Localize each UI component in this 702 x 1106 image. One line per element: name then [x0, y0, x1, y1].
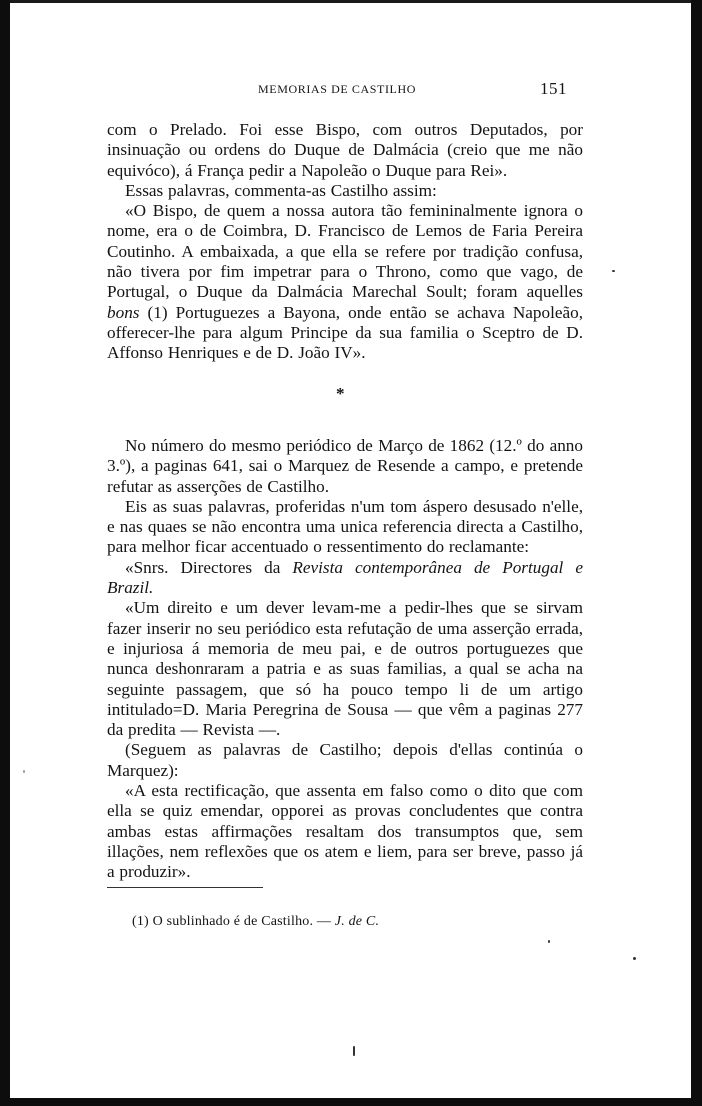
- emphasized-word: bons: [107, 302, 140, 322]
- paragraph-text: «Snrs. Directores da: [125, 557, 293, 577]
- paragraph-quote-bispo: [107, 201, 583, 363]
- running-title: MEMORIAS DE CASTILHO: [258, 82, 417, 96]
- scan-edge-right: [691, 0, 702, 1106]
- footnote-rule: [107, 887, 263, 888]
- text-section-1: [107, 120, 583, 364]
- scan-speck: [548, 940, 550, 943]
- running-head: [0, 79, 702, 101]
- scan-speck: [353, 1046, 355, 1056]
- section-separator: *: [336, 384, 345, 403]
- scan-speck: [633, 957, 636, 960]
- paragraph: «Um direito e um dever levam-me a pedir-lhes que se sirvam fazer inserir no seu periódico esta refutação de uma asserção errada, e injuriosa á memoria de meu pai, e de outros portuguezes que nunca deshonraram a patria e as suas familias, a qual se acha na seguinte passagem, que só ha pouco tempo li de um artigo intitulado=D. Maria Peregrina de Sousa — que vêm a paginas 277 da predita — Revista —.: [107, 598, 583, 740]
- paragraph: «A esta rectificação, que assenta em falso como o dito que com ella se quiz emendar, opporei as provas concludentes que contra ambas estas affirmações resaltam dos transumptos que, sem illações, nem reflexões que os atem e liem, para ser breve, passo já a produzir».: [107, 781, 583, 882]
- paragraph: No número do mesmo periódico de Março de 1862 (12.º do anno 3.º), a paginas 641, sai o Marquez de Resende a campo, e pretende refutar as asserções de Castilho.: [107, 436, 583, 496]
- journal-title: Revista contemporânea de Portugal e Brazil.: [107, 557, 583, 598]
- scan-edge-bottom: [0, 1098, 702, 1106]
- scan-speck: [612, 270, 615, 272]
- paragraph-text: «O Bispo, de quem a nossa autora tão femininalmente ignora o nome, era o de Coimbra, D. Francisco de Lemos de Faria Pereira Coutinho. A embaixada, a que ella se refere por tradição confusa, não tivera por fim impetrar para o Throno, como que vago, de Portugal, o Duque da Dalmácia Marechal Soult; foram aquelles: [107, 201, 583, 302]
- scan-edge-left: [0, 0, 10, 1106]
- paragraph: (Seguem as palavras de Castilho; depois d'ellas continúa o Marquez):: [107, 740, 583, 780]
- text-section-2: [107, 436, 583, 883]
- scan-edge-top: [0, 0, 702, 3]
- paragraph-salutation: [107, 558, 583, 599]
- page-number: 151: [540, 79, 567, 98]
- paragraph: com o Prelado. Foi esse Bispo, com outros Deputados, por insinuação ou ordens do Duque de Dalmácia (creio que me não equivóco), á França pedir a Napoleão o Duque para Rei».: [107, 120, 583, 180]
- paragraph: Eis as suas palavras, proferidas n'um tom áspero desusado n'elle, e nas quaes se não encontra uma unica referencia directa a Castilho, para melhor ficar accentuado o ressentimento do reclamante:: [107, 496, 583, 557]
- footnote-text: (1) O sublinhado é de Castilho. —: [132, 914, 335, 929]
- footnote: [132, 914, 379, 930]
- footnote-attribution: J. de C.: [334, 914, 380, 929]
- scan-speck: [23, 770, 25, 773]
- paragraph: Essas palavras, commenta-as Castilho assim:: [125, 180, 437, 200]
- paragraph-text: (1) Portuguezes a Bayona, onde então se achava Napoleão, offerecer-lhe para algum Principe da sua familia o Sceptro de D. Affonso Henriques e de D. João IV».: [107, 302, 584, 363]
